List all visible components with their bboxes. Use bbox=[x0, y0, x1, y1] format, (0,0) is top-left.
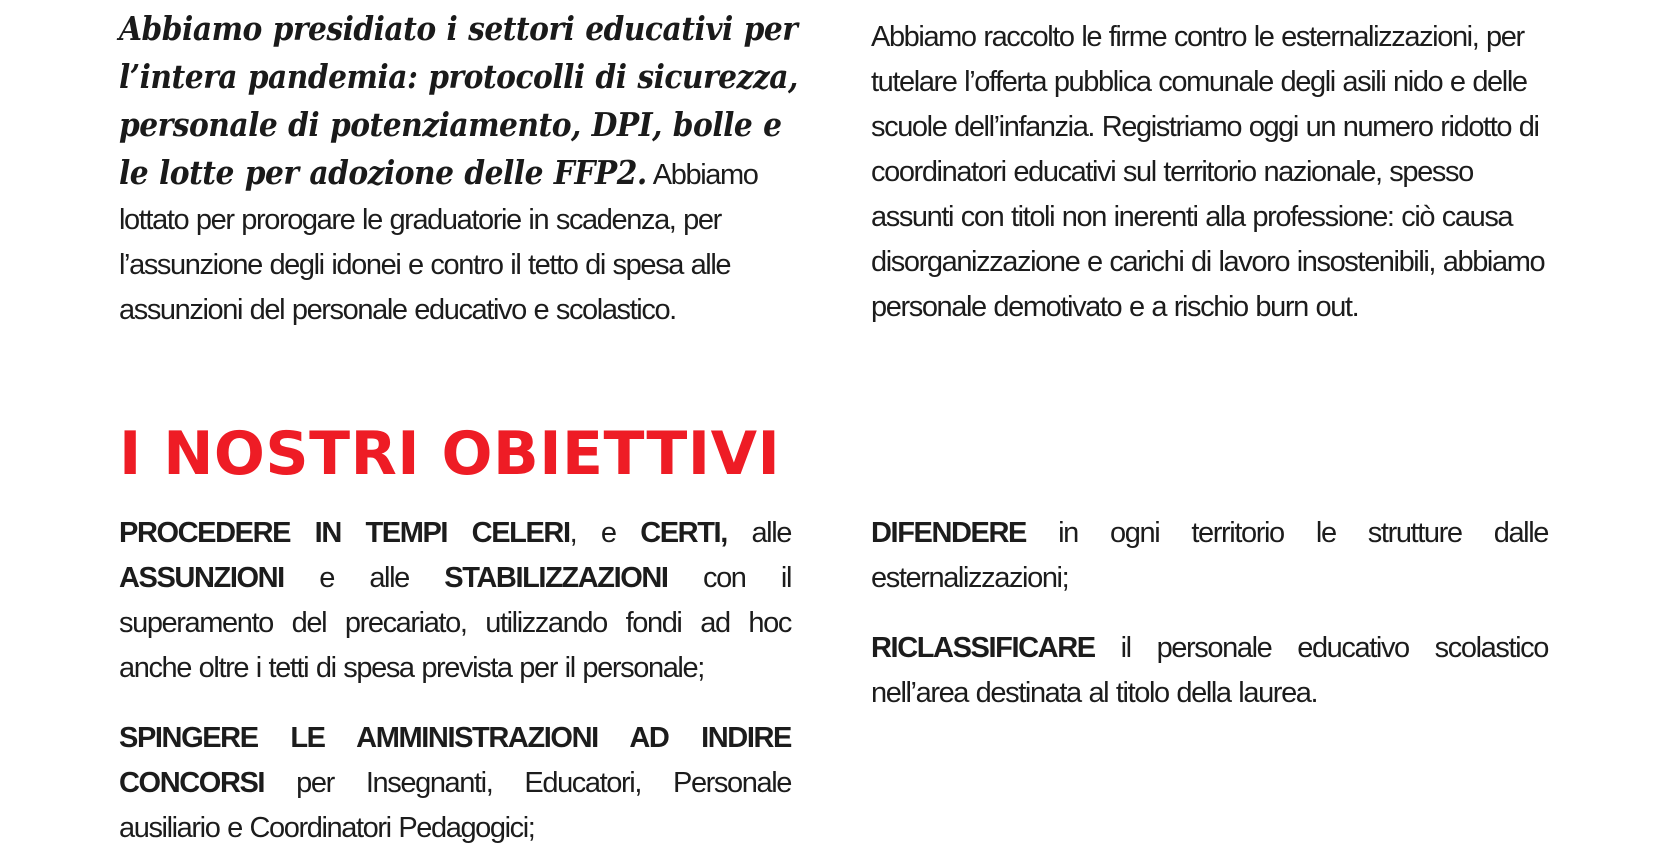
objective-keyword: ASSUNZIONI bbox=[119, 562, 284, 594]
intro-right-column bbox=[871, 15, 1551, 330]
objective-item bbox=[119, 716, 791, 851]
intro-left-paragraph bbox=[119, 6, 799, 333]
objective-item bbox=[119, 511, 791, 691]
objective-keyword: PROCEDERE IN TEMPI CELERI bbox=[119, 517, 570, 549]
objective-text: alle bbox=[726, 517, 791, 549]
objectives-heading: I NOSTRI OBIETTIVI bbox=[119, 419, 781, 489]
objective-text: il personale educativo scolastico nell’area destinata al titolo della laurea. bbox=[871, 632, 1548, 709]
objective-text: e alle bbox=[283, 562, 445, 594]
objective-keyword: RICLASSIFICARE bbox=[871, 632, 1095, 664]
objective-text: in ogni territorio le strutture dalle esternalizzazioni; bbox=[871, 517, 1548, 594]
objective-keyword: SPINGERE LE AMMINISTRAZIONI AD INDIRE CONCORSI bbox=[119, 722, 791, 799]
intro-lead-text: Abbiamo presidiato i settori educativi per l’intera pandemia: protocolli di sicurezza, personale di potenziamento, DPI, bolle e le lotte per adozione delle FFP2. bbox=[119, 9, 798, 192]
objective-keyword: STABILIZZAZIONI bbox=[444, 562, 668, 594]
intro-left-column bbox=[119, 6, 799, 333]
intro-right-paragraph: Abbiamo raccolto le firme contro le esternalizzazioni, per tutelare l’offerta pubblica comunale degli asili nido e delle scuole dell’infanzia. Registriamo oggi un numero ridotto di coordinatori educativi sul territorio nazionale, spesso assunti con titoli non inerenti alla professione: ciò causa disorganizzazione e carichi di lavoro insostenibili, abbiamo personale demotivato e a rischio burn out. bbox=[871, 21, 1545, 323]
objective-item bbox=[871, 626, 1548, 716]
objectives-left-column bbox=[119, 511, 791, 851]
objective-text: con il superamento del precariato, utilizzando fondi ad hoc anche oltre i tetti di spesa prevista per il personale; bbox=[119, 562, 791, 684]
objective-keyword: CERTI, bbox=[640, 517, 727, 549]
objective-text: per Insegnanti, Educatori, Personale ausiliario e Coordinatori Pedagogici; bbox=[119, 767, 791, 844]
objective-item bbox=[871, 511, 1548, 601]
objective-text: , e bbox=[569, 517, 641, 549]
objectives-right-column bbox=[871, 511, 1548, 716]
objective-keyword: DIFENDERE bbox=[871, 517, 1026, 549]
intro-left-body: Abbiamo lottato per prorogare le graduatorie in scadenza, per l’assunzione degli idonei e contro il tetto di spesa alle assunzioni del personale educativo e scolastico. bbox=[119, 159, 758, 326]
